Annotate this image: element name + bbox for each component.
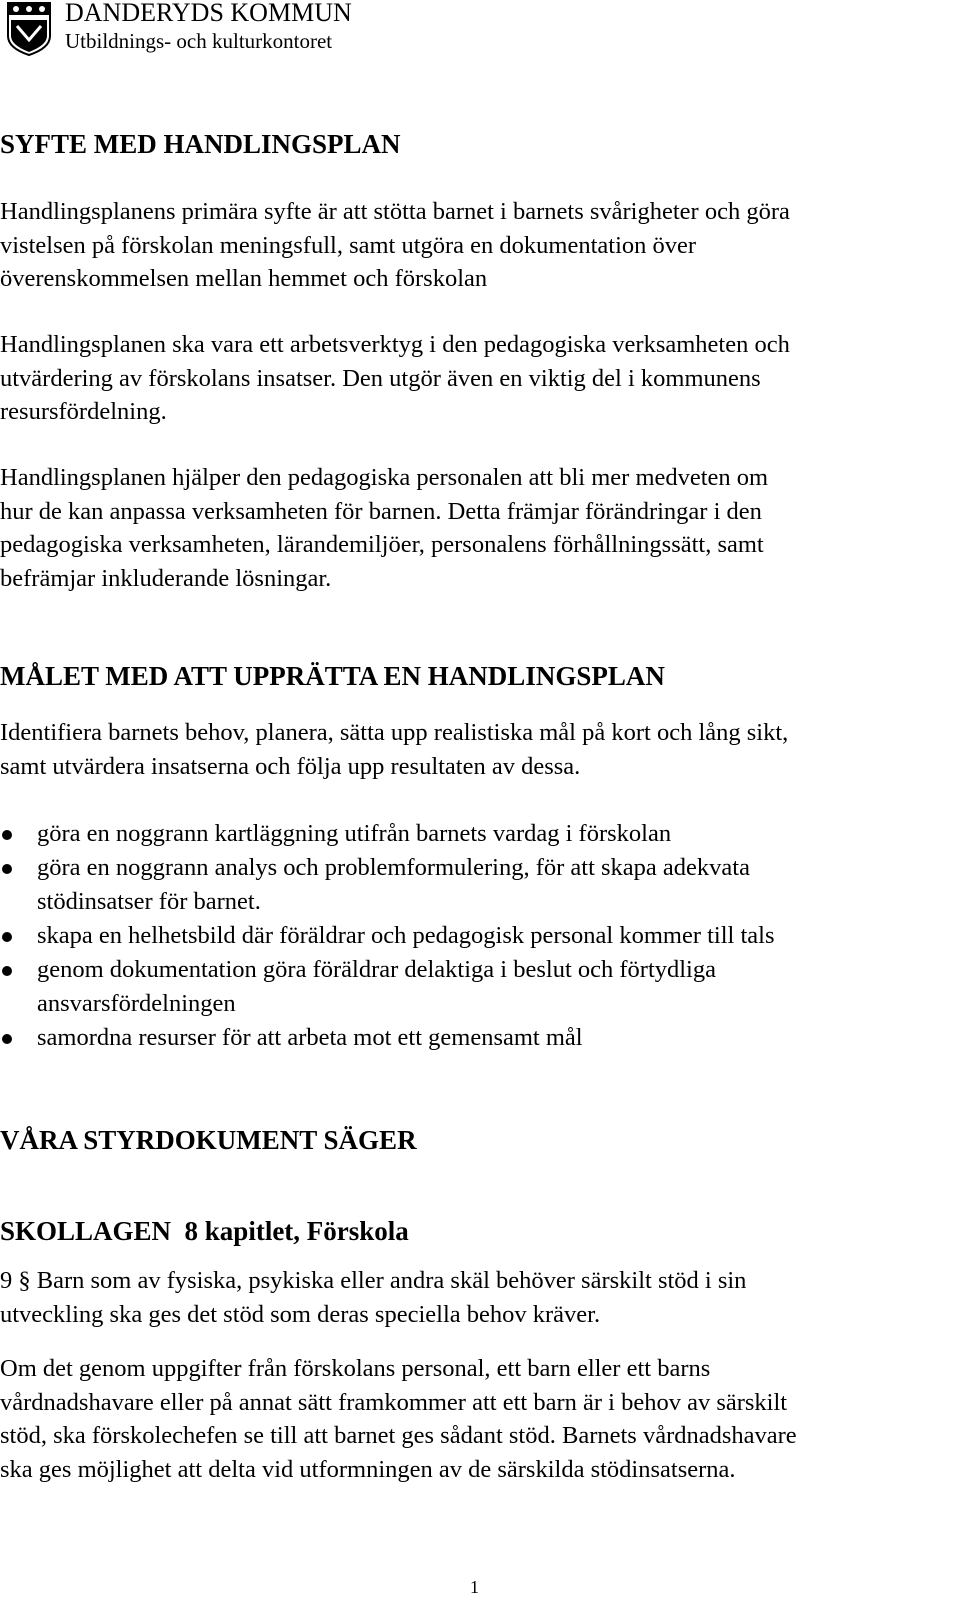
text-line: göra en noggrann analys och problemformulering, för att skapa adekvata (37, 854, 750, 881)
bullet-icon (2, 864, 12, 874)
bullet-icon (2, 830, 12, 840)
section-heading-syfte: SYFTE MED HANDLINGSPLAN (0, 129, 401, 159)
bullet-icon (2, 966, 12, 976)
organization-name: DANDERYDS KOMMUN (65, 0, 352, 27)
text-line: 9 § Barn som av fysiska, psykiska eller andra skäl behöver särskilt stöd i sin (0, 1267, 747, 1294)
paragraph-skollagen-2 (0, 1352, 950, 1486)
paragraph-syfte-2 (0, 328, 950, 429)
section-heading-malet: MÅLET MED ATT UPPRÄTTA EN HANDLINGSPLAN (0, 661, 665, 691)
list-item (0, 919, 950, 953)
text-line: utvärdering av förskolans insatser. Den utgör även en viktig del i kommunens (0, 364, 761, 392)
text-line: samt utvärdera insatserna och följa upp resultaten av dessa. (0, 752, 581, 780)
paragraph-skollagen-1 (0, 1264, 950, 1331)
text-line: Handlingsplanen hjälper den pedagogiska personalen att bli mer medveten om (0, 464, 769, 491)
text-line: Om det genom uppgifter från förskolans personal, ett barn eller ett barns (0, 1355, 711, 1382)
text-line: stödinsatser för barnet. (37, 888, 261, 915)
text-line: resursfördelning. (0, 398, 167, 425)
text-line: genom dokumentation göra föräldrar delaktiga i beslut och förtydliga (37, 956, 716, 983)
text-line: skapa en helhetsbild där föräldrar och pedagogisk personal kommer till tals (37, 922, 775, 949)
subheading-skollagen: SKOLLAGEN 8 kapitlet, Förskola (0, 1216, 409, 1246)
text-line: Handlingsplanen ska vara ett arbetsverktyg i den pedagogiska verksamheten och (0, 331, 790, 358)
text-line: samordna resurser för att arbeta mot ett gemensamt mål (37, 1024, 583, 1051)
text-line: pedagogiska verksamheten, lärandemiljöer, personalens förhållningssätt, samt (0, 531, 764, 558)
list-item (0, 851, 950, 919)
bullet-icon (2, 932, 12, 942)
text-line: göra en noggrann kartläggning utifrån barnets vardag i förskolan (37, 820, 672, 847)
goals-bullet-list (0, 817, 950, 1055)
paragraph-syfte-3 (0, 461, 950, 595)
list-item (0, 953, 950, 1021)
municipality-coat-of-arms-logo (7, 2, 51, 56)
text-line: utveckling ska ges det stöd som deras speciella behov kräver. (0, 1300, 601, 1328)
text-line: hur de kan anpassa verksamheten för barnen. Detta främjar förändringar i den (0, 497, 762, 525)
text-line: stöd, ska förskolechefen se till att barnet ges sådant stöd. Barnets vårdnadshavare (0, 1422, 797, 1449)
text-line: befrämjar inkluderande lösningar. (0, 564, 332, 592)
bullet-icon (2, 1034, 12, 1044)
text-line: överenskommelsen mellan hemmet och förskolan (0, 265, 488, 292)
text-line: ska ges möjlighet att delta vid utformningen av de särskilda stödinsatserna. (0, 1455, 736, 1483)
text-line: vårdnadshavare eller på annat sätt framkommer att ett barn är i behov av särskilt (0, 1388, 788, 1416)
text-line: vistelsen på förskolan meningsfull, samt utgöra en dokumentation över (0, 231, 697, 259)
text-line: Identifiera barnets behov, planera, sätta upp realistiska mål på kort och lång sikt, (0, 719, 789, 746)
text-line: Handlingsplanens primära syfte är att stötta barnet i barnets svårigheter och göra (0, 198, 790, 225)
list-item (0, 817, 950, 851)
text-line: ansvarsfördelningen (37, 990, 236, 1017)
section-heading-styrdokument: VÅRA STYRDOKUMENT SÄGER (0, 1125, 417, 1155)
paragraph-malet-intro (0, 716, 950, 783)
department-name: Utbildnings- och kulturkontoret (65, 29, 333, 53)
paragraph-syfte-1 (0, 195, 950, 296)
list-item (0, 1021, 950, 1055)
page-number: 1 (470, 1577, 479, 1597)
